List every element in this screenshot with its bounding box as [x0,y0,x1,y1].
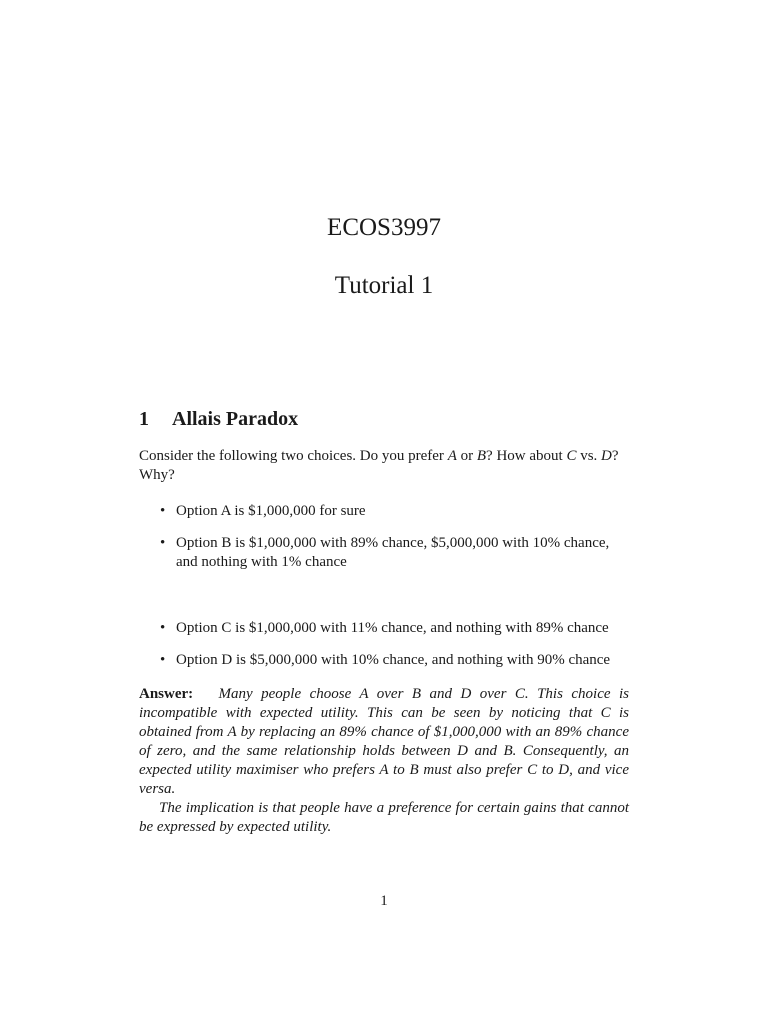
intro-text-4: vs. [576,448,602,464]
list-item [159,619,629,638]
option-d-text: Option D is $5,000,000 with 10% chance, and nothing with 90% chance [176,652,611,668]
bullet-icon: • [160,503,166,519]
intro-text-2: or [456,448,477,464]
section-number: 1 [139,408,149,430]
answer-text: Many people choose A over B and D over C. This choice is incompatible with expected utility. This can be seen by noticing that C is obtained from A by replacing an 89% chance of $1,000,000 with an 89% chance of zero, and the same relationship holds between D and B. Consequently, an expected utility maximiser who prefers A to B must also prefer C to D, and vice versa. [139,686,629,797]
answer-block [139,685,629,837]
intro-option-a: A [447,448,457,464]
option-a-text: Option A is $1,000,000 for sure [176,503,366,519]
list-item [159,651,629,670]
list-item [159,534,629,572]
document-title: Tutorial 1 [334,272,434,299]
bullet-icon: • [160,535,166,551]
answer-label: Answer: [139,686,194,702]
answer-implication: The implication is that people have a preference for certain gains that cannot be expressed by expected utility. [139,800,629,835]
page-number: 1 [380,893,388,909]
intro-option-b: B [476,448,487,464]
section-title: Allais Paradox [172,408,299,430]
section-heading [139,408,298,431]
choice-list-second [159,619,629,683]
choice-list-first [159,502,629,585]
intro-option-c: C [566,448,577,464]
option-b-text: Option B is $1,000,000 with 89% chance, $5,000,000 with 10% chance, and nothing with 1% chance [176,535,610,570]
option-c-text: Option C is $1,000,000 with 11% chance, and nothing with 89% chance [176,620,609,636]
bullet-icon: • [160,652,166,668]
list-item [159,502,629,521]
course-code: ECOS3997 [327,214,441,241]
intro-text-5: ? Why? [139,448,619,483]
bullet-icon: • [160,620,166,636]
intro-text-3: ? How about [486,448,567,464]
intro-text-1: Consider the following two choices. Do you prefer [139,448,448,464]
intro-paragraph [139,447,629,485]
intro-option-d: D [601,448,612,464]
